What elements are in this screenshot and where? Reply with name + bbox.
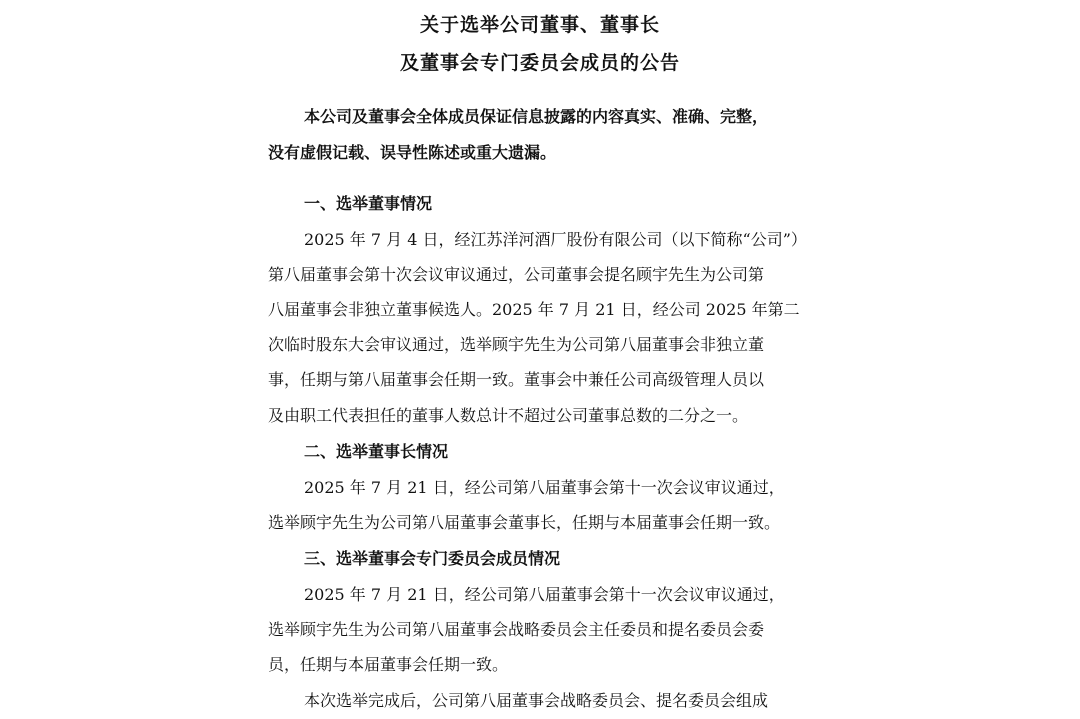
section-1-heading: 一、选举董事情况: [304, 194, 433, 213]
statement-line-2: 没有虚假记载、误导性陈述或重大遗漏。: [268, 143, 557, 162]
section-3-line-3: 员，任期与本届董事会任期一致。: [268, 655, 509, 674]
statement-line-1: 本公司及董事会全体成员保证信息披露的内容真实、准确、完整，: [304, 107, 769, 126]
section-3-heading: 三、选举董事会专门委员会成员情况: [304, 549, 561, 568]
section-2-heading: 二、选举董事长情况: [304, 442, 449, 461]
section-2-line-2: 选举顾宇先生为公司第八届董事会董事长，任期与本届董事会任期一致。: [268, 513, 781, 532]
section-1-line-6: 及由职工代表担任的董事人数总计不超过公司董事总数的二分之一。: [268, 406, 749, 425]
section-3-line-1: 2025 年 7 月 21 日，经公司第八届董事会第十一次会议审议通过，: [304, 585, 785, 604]
section-1-line-4: 次临时股东大会审议通过，选举顾宇先生为公司第八届董事会非独立董: [268, 335, 765, 354]
section-1-line-2: 第八届董事会第十次会议审议通过，公司董事会提名顾宇先生为公司第: [268, 265, 765, 284]
section-2-line-1: 2025 年 7 月 21 日，经公司第八届董事会第十一次会议审议通过，: [304, 478, 785, 497]
section-1-line-3: 八届董事会非独立董事候选人。2025 年 7 月 21 日，经公司 2025 年第二: [268, 300, 800, 319]
section-1-line-1: 2025 年 7 月 4 日，经江苏洋河酒厂股份有限公司（以下简称“公司”）: [304, 230, 807, 249]
section-3-line-4: 本次选举完成后，公司第八届董事会战略委员会、提名委员会组成: [304, 691, 769, 710]
document-title-line-2: 及董事会专门委员会成员的公告: [399, 52, 680, 74]
section-1-line-5: 事，任期与第八届董事会任期一致。董事会中兼任公司高级管理人员以: [268, 370, 765, 389]
section-3-line-2: 选举顾宇先生为公司第八届董事会战略委员会主任委员和提名委员会委: [268, 620, 765, 639]
document-title-line-1: 关于选举公司董事、董事长: [419, 14, 660, 36]
